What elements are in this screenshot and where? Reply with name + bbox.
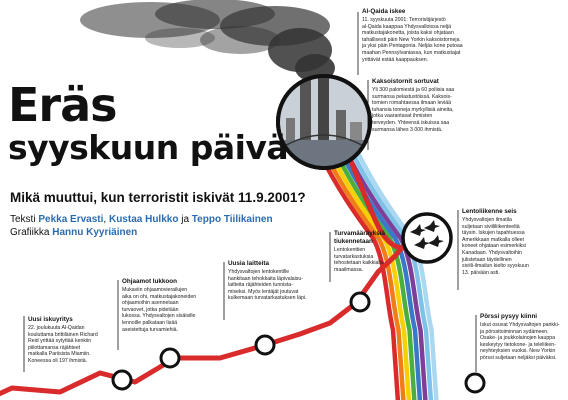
box-towers-text: Yli 300 palomiestä ja 60 poliisia saa surmansa pelastustöissä. Kaksois- tornien romahtaessa ilmaan leviää tuhansia tonneja myrkyllisiä aineita, jotka vaarantavat ihmisten terveyden. Yhteensä iskuissa saa surmansa lähes 3 000 ihmistä.: [372, 87, 455, 133]
credits-text-row: Teksti Pekka Ervasti, Kustaa Hulkko ja Teppo Tiilikainen: [10, 214, 273, 225]
box-alqaida-text: 11. syyskuuta 2001: Terroristijärjestö al-Qaida kaappaa Yhdysvalloissa neljä matkustajakonetta, joista kaksi ohjataan tahallisesti päin New Yorkin kaksoistorneja ja yksi päin Pentagonia. Neljäs kone putoaa maahan Pennsylvaniassa, kun matkustajat yrittävät estää kaappauksen.: [362, 17, 463, 63]
box-security-title: Turvamääräyksiä tiukennetaan: [334, 230, 385, 245]
page-subtitle: Mikä muuttui, kun terroristit iskivät 11.9.2001?: [10, 190, 306, 205]
credits-author-2: Kustaa Hulkko: [108, 214, 179, 225]
credits-author-3: Teppo Tiilikainen: [191, 214, 273, 225]
box-cockpit-text: Mukaviin ohjaamovierailujen aika on ohi, matkustajakoneiden ohjaamoihin asennetaan turvaovet, jotka pidetään lukossa. Yhdysvaltojen sisäisille lennoille palkataan lisää aseistettuja turvamiehiä.: [122, 287, 197, 333]
box-attack-text: 22. joulukuuta Al-Qaidan kouluttama brittiläinen Richard Reid yrittää sytyttää kenkiin piilottamansa räjähteet matkalla Pariisista Miamiin. Koneessa oli 197 ihmistä.: [28, 325, 98, 364]
credits-graphics-row: [10, 226, 273, 239]
box-towers-title: Kaksoistornit sortuvat: [372, 78, 439, 85]
credits-and: ja: [181, 214, 190, 225]
credits-text-label: Teksti: [10, 214, 36, 225]
box-attack-title: Uusi iskuyritys: [28, 316, 73, 323]
credits: [10, 213, 273, 239]
box-attack: [28, 316, 132, 365]
event-marker-stock: [466, 374, 484, 392]
box-alqaida: [362, 8, 532, 63]
box-towers: [372, 78, 522, 133]
box-cockpit: [122, 278, 230, 333]
box-stock-text: Iskut osuvat Yhdysvaltojen pankki- ja pörssitoiminnan sydämeen. Osake- ja joukkolainojen kauppa keskeytyy tietokone- ja teleliiken- neyhteyksien vuoksi. New Yorkin pörssi suljetaan neljäksi päiväksi.: [480, 322, 560, 361]
event-marker-cockpit: [161, 349, 179, 367]
event-marker-attack: [113, 371, 131, 389]
box-flight-title: Lentoliikenne seis: [462, 208, 517, 215]
credits-author-1: Pekka Ervasti: [38, 214, 104, 225]
event-marker-device: [256, 336, 274, 354]
page-title: Eräs: [8, 78, 117, 132]
box-cockpit-title: Ohjaamot lukkoon: [122, 278, 177, 285]
box-alqaida-title: Al-Qaida iskee: [362, 8, 406, 15]
twin-towers-image: [278, 72, 370, 170]
box-flight-text: Yhdysvaltojen ilmatila suljetaan siviililiikenteeltä täysin. Iskujen tapahtuessa Amerikkaan matkalla olleet koneet ohjataan esimerkiksi Kanadaan. Yhdysvaltoihin julistetaan täydellinen siviili-ilmailun kielto syyskuun 13. päivään asti.: [462, 217, 529, 276]
box-flight: [462, 208, 564, 276]
smoke-cloud: [80, 0, 335, 82]
credits-graphics-label: Grafiikka: [10, 227, 50, 238]
box-stock: [480, 313, 566, 362]
box-device-title: Uusia laitteita: [228, 260, 269, 267]
box-stock-title: Pörssi pysyy kiinni: [480, 313, 538, 320]
page-title-line2: syyskuun päivä: [8, 128, 289, 167]
credits-graphics-author: Hannu Kyyriäinen: [52, 227, 138, 238]
fighter-jets-icon: [403, 214, 451, 262]
box-device: [228, 260, 346, 302]
event-marker-security: [351, 293, 369, 311]
box-device-text: Yhdysvaltojen lentokentille hankitaan tehokkaita läpivalaisu- laitteita räjähteiden tunnista- miseksi. Myös lentäjät joutuvat kulkemaan turvatarkastuksen läpi.: [228, 269, 307, 302]
box-security-text: Lentokenttien turvatarkastuksia tehostetaan kaikkialla maailmassa.: [334, 247, 384, 273]
